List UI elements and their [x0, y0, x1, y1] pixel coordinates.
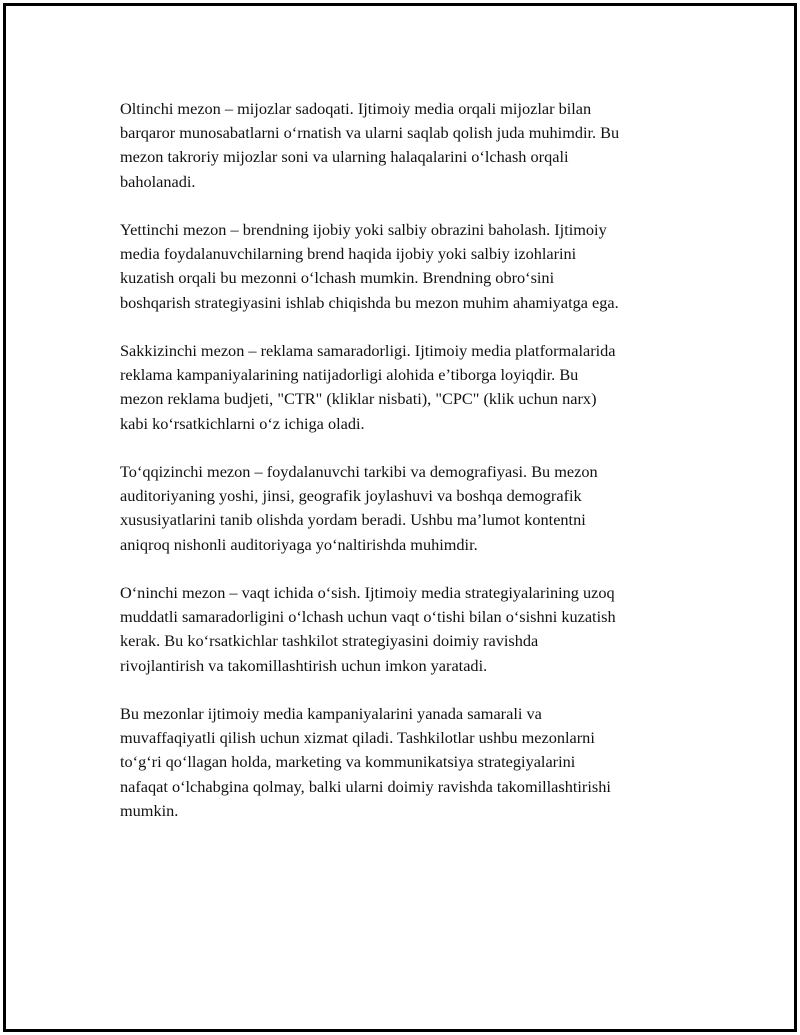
paragraph-ad-effectiveness [120, 339, 700, 436]
text-line: O‘ninchi mezon – vaqt ichida o‘sish. Ijtimoiy media strategiyalarining uzoq [120, 583, 615, 602]
paragraph-brand-image [120, 218, 700, 315]
text-line: mumkin. [120, 800, 179, 820]
text-line: Yettinchi mezon – brendning ijobiy yoki salbiy obrazini baholash. Ijtimoiy [120, 220, 607, 239]
text-line: baholanadi. [120, 171, 196, 191]
text-line: media foydalanuvchilarning brend haqida ijobiy yoki salbiy izohlarini [120, 244, 577, 264]
text-line: mezon takroriy mijozlar soni va ularning halaqalarini o‘lchash orqali [120, 147, 569, 167]
document-body [120, 97, 700, 847]
paragraph-conclusion [120, 702, 700, 823]
text-line: boshqarish strategiyasini ishlab chiqishda bu mezon muhim ahamiyatga ega. [120, 292, 619, 312]
text-line: Sakkizinchi mezon – reklama samaradorligi. Ijtimoiy media platformalarida [120, 341, 616, 360]
text-line: kerak. Bu ko‘rsatkichlar tashkilot strategiyasini doimiy ravishda [120, 631, 539, 651]
text-line: kabi ko‘rsatkichlarni o‘z ichiga oladi. [120, 413, 365, 433]
text-line: auditoriyaning yoshi, jinsi, geografik joylashuvi va boshqa demografik [120, 486, 582, 506]
text-line: reklama kampaniyalarining natijadorligi alohida e’tiborga loyiqdir. Bu [120, 365, 579, 385]
text-line: rivojlantirish va takomillashtirish uchun imkon yaratadi. [120, 655, 488, 675]
text-line: nafaqat o‘lchabgina qolmay, balki ularni doimiy ravishda takomillashtirishi [120, 776, 611, 796]
text-line: to‘g‘ri qo‘llagan holda, marketing va kommunikatsiya strategiyalarini [120, 752, 576, 772]
text-line: muvaffaqiyatli qilish uchun xizmat qiladi. Tashkilotlar ushbu mezonlarni [120, 728, 595, 748]
paragraph-demographics [120, 460, 700, 557]
text-line: barqaror munosabatlarni o‘rnatish va ularni saqlab qolish juda muhimdir. Bu [120, 123, 620, 143]
page-frame [3, 3, 797, 1032]
paragraph-loyalty [120, 97, 700, 194]
text-line: xususiyatlarini tanib olishda yordam beradi. Ushbu ma’lumot kontentni [120, 510, 586, 530]
text-line: Bu mezonlar ijtimoiy media kampaniyalarini yanada samarali va [120, 704, 542, 723]
text-line: muddatli samaradorligini o‘lchash uchun vaqt o‘tishi bilan o‘sishni kuzatish [120, 607, 616, 627]
text-line: mezon reklama budjeti, "CTR" (kliklar nisbati), "CPC" (klik uchun narx) [120, 389, 597, 409]
text-line: aniqroq nishonli auditoriyaga yo‘naltirishda muhimdir. [120, 534, 478, 554]
paragraph-growth [120, 581, 700, 678]
text-line: Oltinchi mezon – mijozlar sadoqati. Ijtimoiy media orqali mijozlar bilan [120, 99, 592, 118]
text-line: To‘qqizinchi mezon – foydalanuvchi tarkibi va demografiyasi. Bu mezon [120, 462, 598, 481]
text-line: kuzatish orqali bu mezonni o‘lchash mumkin. Brendning obro‘sini [120, 268, 555, 288]
